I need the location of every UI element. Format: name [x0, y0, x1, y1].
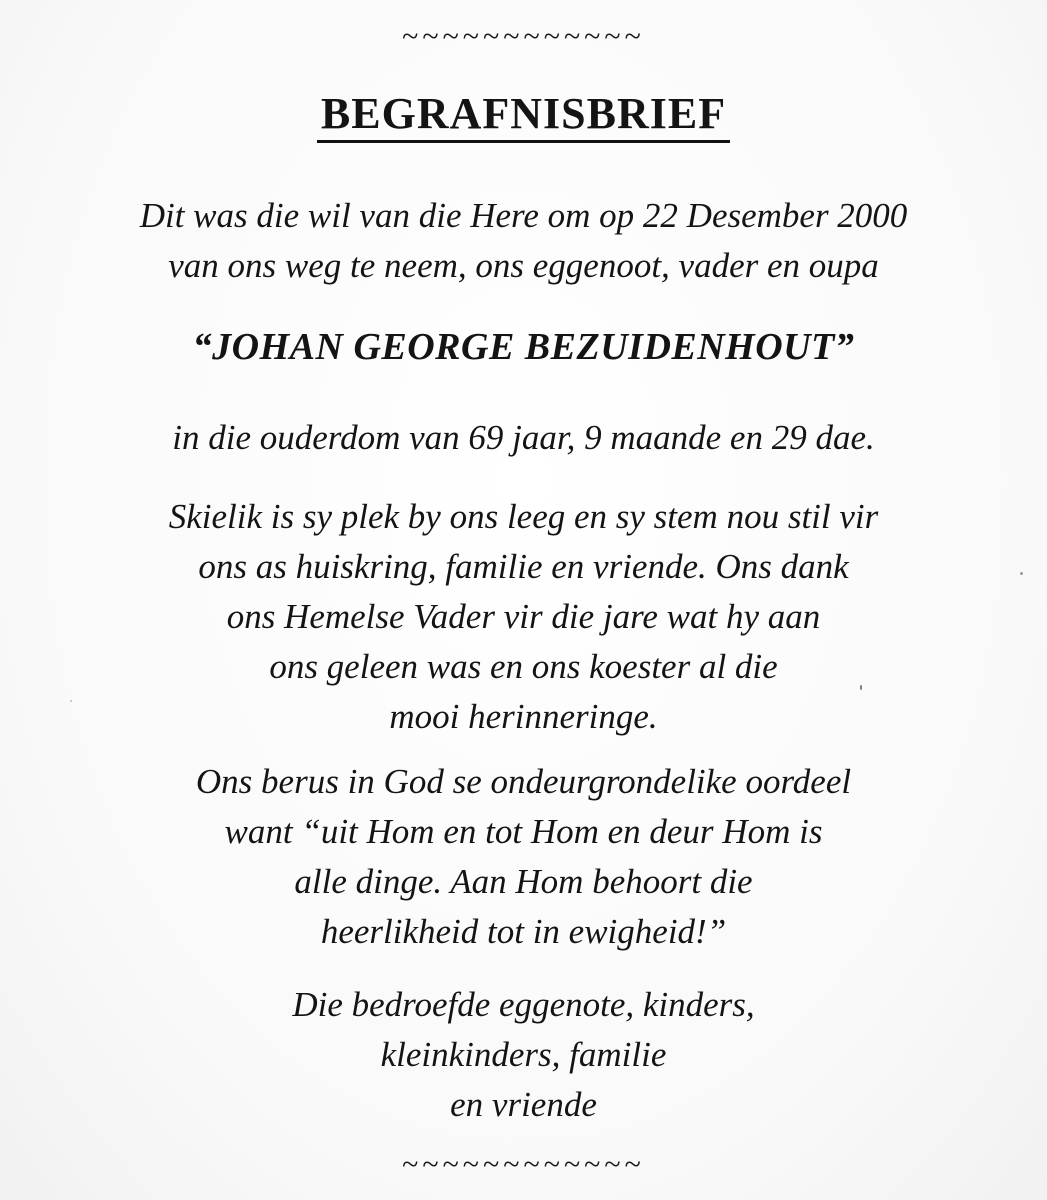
- faith-line: want “uit Hom en tot Hom en deur Hom is: [224, 812, 823, 851]
- intro-line: van ons weg te neem, ons eggenoot, vader en oupa: [168, 246, 879, 285]
- memorial-line: ons geleen was en ons koester al die: [269, 647, 778, 686]
- deceased-name: “JOHAN GEORGE BEZUIDENHOUT”: [192, 326, 855, 368]
- memorial-line: ons as huiskring, familie en vriende. Ons dank: [198, 547, 849, 586]
- scan-speck: [70, 700, 72, 702]
- closing-line: Die bedroefde eggenote, kinders,: [292, 985, 755, 1024]
- title-text: BEGRAFNISBRIEF: [317, 88, 730, 143]
- intro-line: Dit was die wil van die Here om op 22 Desember 2000: [139, 196, 908, 235]
- faith-line: alle dinge. Aan Hom behoort die: [294, 862, 753, 901]
- scan-speck: [860, 685, 862, 690]
- memorial-paragraph: [0, 492, 1047, 742]
- closing-line: en vriende: [450, 1085, 597, 1124]
- memorial-line: ons Hemelse Vader vir die jare wat hy aan: [226, 597, 821, 636]
- age-line: in die ouderdom van 69 jaar, 9 maande en 29 dae.: [172, 418, 875, 457]
- closing-signature: [0, 980, 1047, 1130]
- memorial-line: Skielik is sy plek by ons leeg en sy stem nou stil vir: [168, 497, 879, 536]
- faith-paragraph: [0, 757, 1047, 957]
- intro-paragraph: [0, 191, 1047, 291]
- faith-line: heerlikheid tot in ewigheid!”: [320, 912, 727, 951]
- page-title: [0, 84, 1047, 144]
- bottom-ornament: ~~~~~~~~~~~~: [402, 1148, 645, 1181]
- scan-speck: [1020, 572, 1023, 575]
- top-ornament: ~~~~~~~~~~~~: [402, 20, 645, 53]
- closing-line: kleinkinders, familie: [380, 1035, 667, 1074]
- memorial-line: mooi herinneringe.: [389, 697, 658, 736]
- faith-line: Ons berus in God se ondeurgrondelike oordeel: [195, 762, 852, 801]
